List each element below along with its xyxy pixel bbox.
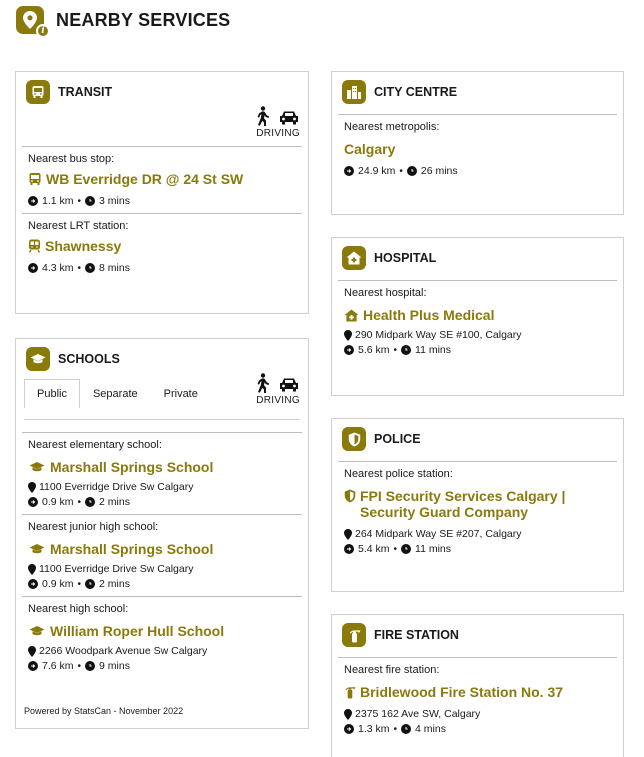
direction-icon (28, 497, 38, 507)
page-title: NEARBY SERVICES (56, 9, 231, 30)
direction-icon (344, 166, 354, 176)
map-marker-icon (344, 330, 352, 341)
shield-icon (344, 489, 356, 503)
distance-time (28, 262, 296, 274)
map-marker-icon (28, 564, 36, 575)
distance-time (344, 543, 611, 555)
section-label: Nearest police station: (344, 468, 453, 480)
clock-icon (407, 166, 417, 176)
direction-icon (28, 661, 38, 671)
lrt-station-link[interactable] (28, 238, 296, 254)
separator: • (393, 723, 398, 735)
section-label: Nearest fire station: (344, 664, 440, 676)
police-station-link[interactable] (344, 488, 611, 520)
travel-time: 2 mins (99, 496, 130, 508)
clock-icon (85, 579, 95, 589)
place-name[interactable]: Marshall Springs School (50, 459, 214, 475)
address-text: 2266 Woodpark Avenue Sw Calgary (39, 645, 208, 657)
address-text: 264 Midpark Way SE #207, Calgary (355, 528, 522, 540)
distance: 4.3 km (42, 262, 74, 274)
tab-private[interactable]: Private (163, 388, 198, 400)
separator: • (399, 165, 403, 177)
distance: 5.4 km (358, 543, 390, 555)
data-source-credit: Powered by StatsCan - November 2022 (24, 706, 184, 716)
tab-public[interactable]: Public (24, 379, 80, 408)
fire-station-card (331, 614, 624, 757)
address-text: 290 Midpark Way SE #100, Calgary (355, 329, 522, 341)
separator: • (393, 344, 398, 356)
card-title: FIRE STATION (374, 628, 459, 642)
card-title: SCHOOLS (58, 352, 120, 366)
travel-time: 9 mins (99, 660, 130, 672)
card-title: CITY CENTRE (374, 85, 458, 99)
clock-icon (85, 661, 95, 671)
section-label: Nearest LRT station: (28, 220, 129, 232)
map-marker-icon (344, 529, 352, 540)
distance-time (28, 496, 296, 508)
nearest-hospital (332, 281, 623, 362)
address-text: 2375 162 Ave SW, Calgary (355, 708, 481, 720)
bus-icon (26, 80, 50, 104)
info-icon[interactable]: i (36, 24, 50, 38)
schools-card (15, 338, 309, 729)
section-label: Nearest hospital: (344, 287, 427, 299)
place-name[interactable]: Calgary (344, 141, 396, 157)
transit-card (15, 71, 309, 314)
address-text: 1100 Everridge Drive Sw Calgary (39, 563, 194, 575)
location-pin-icon (16, 4, 46, 36)
address (28, 645, 296, 657)
bus-stop-link[interactable] (28, 171, 296, 187)
city-link[interactable] (344, 141, 611, 157)
place-name[interactable]: Bridlewood Fire Station No. 37 (360, 684, 564, 700)
clock-icon (85, 263, 95, 273)
place-name[interactable]: WB Everridge DR @ 24 St SW (46, 171, 244, 187)
direction-icon (28, 263, 38, 273)
section-label: Nearest metropolis: (344, 121, 440, 133)
walking-icon[interactable] (254, 373, 270, 393)
section-label: Nearest junior high school: (28, 521, 159, 533)
map-marker-icon (28, 482, 36, 493)
page-header (16, 4, 230, 36)
card-title: TRANSIT (58, 85, 113, 99)
fire-extinguisher-icon (342, 623, 366, 647)
travel-time: 3 mins (99, 195, 130, 207)
direction-icon (344, 345, 354, 355)
nearest-high-school (16, 597, 308, 678)
shield-icon (342, 427, 366, 451)
direction-icon (28, 196, 38, 206)
place-name[interactable]: Marshall Springs School (50, 541, 214, 557)
direction-icon (344, 724, 354, 734)
address (344, 708, 611, 720)
section-label: Nearest high school: (28, 603, 129, 615)
address-text: 1100 Everridge Drive Sw Calgary (39, 481, 194, 493)
clock-icon (401, 544, 411, 554)
clock-icon (401, 345, 411, 355)
school-link[interactable] (28, 623, 296, 639)
separator: • (77, 660, 82, 672)
distance-time (28, 660, 296, 672)
place-name[interactable]: William Roper Hull School (50, 623, 225, 639)
city-buildings-icon (342, 80, 366, 104)
place-name[interactable]: Health Plus Medical (363, 307, 495, 323)
hospital-link[interactable] (344, 307, 611, 323)
school-type-tabs (24, 379, 211, 408)
separator: • (77, 195, 82, 207)
travel-time: 8 mins (99, 262, 130, 274)
nearest-elementary-school (16, 433, 308, 514)
distance: 7.6 km (42, 660, 74, 672)
train-icon (28, 239, 41, 253)
travel-time: 26 mins (420, 165, 458, 177)
address (28, 481, 296, 493)
travel-mode-selector (254, 373, 300, 406)
distance-time (344, 165, 611, 177)
distance-time (28, 578, 296, 590)
hospital-icon (342, 246, 366, 270)
section-label: Nearest bus stop: (28, 153, 115, 165)
travel-mode-selector (254, 106, 300, 139)
address (344, 528, 611, 540)
address (28, 563, 296, 575)
mode-label: DRIVING (256, 395, 300, 406)
direction-icon (28, 579, 38, 589)
school-link[interactable] (28, 541, 296, 557)
car-icon[interactable] (278, 377, 300, 393)
address (344, 329, 611, 341)
graduation-cap-icon (28, 543, 46, 555)
travel-time: 2 mins (99, 578, 130, 590)
separator: • (77, 262, 82, 274)
travel-time: 4 mins (415, 723, 446, 735)
distance: 1.3 km (358, 723, 390, 735)
clock-icon (85, 497, 95, 507)
nearest-metropolis (332, 115, 623, 183)
mode-label: DRIVING (256, 128, 300, 139)
section-label: Nearest elementary school: (28, 439, 162, 451)
nearest-fire-station (332, 658, 623, 741)
distance-time (28, 195, 296, 207)
nearest-police-station (332, 462, 623, 561)
distance-time (344, 723, 611, 735)
distance: 0.9 km (42, 496, 74, 508)
walking-icon[interactable] (254, 106, 270, 126)
travel-time: 11 mins (415, 543, 452, 555)
card-title: HOSPITAL (374, 251, 437, 265)
distance: 0.9 km (42, 578, 74, 590)
school-link[interactable] (28, 459, 296, 475)
hospital-icon (344, 309, 359, 322)
fire-extinguisher-icon (344, 685, 356, 699)
separator: • (77, 496, 82, 508)
map-marker-icon (28, 646, 36, 657)
clock-icon (401, 724, 411, 734)
travel-time: 11 mins (415, 344, 452, 356)
card-title: POLICE (374, 432, 421, 446)
bus-icon (28, 172, 42, 186)
clock-icon (85, 196, 95, 206)
distance-time (344, 344, 611, 356)
separator: • (393, 543, 398, 555)
nearest-bus-stop (16, 147, 308, 213)
nearest-junior-high-school (16, 515, 308, 596)
car-icon[interactable] (278, 110, 300, 126)
distance: 24.9 km (358, 165, 396, 177)
graduation-cap-icon (28, 625, 46, 637)
hospital-card (331, 237, 624, 396)
city-centre-card (331, 71, 624, 215)
graduation-cap-icon (26, 347, 50, 371)
tab-separate[interactable]: Separate (92, 388, 138, 400)
map-marker-icon (344, 709, 352, 720)
place-name[interactable]: FPI Security Services Calgary | Security Guard Company (360, 488, 566, 520)
distance: 5.6 km (358, 344, 390, 356)
police-card (331, 418, 624, 592)
separator: • (77, 578, 82, 590)
nearest-lrt-station (16, 214, 308, 280)
fire-station-link[interactable] (344, 684, 611, 700)
direction-icon (344, 544, 354, 554)
distance: 1.1 km (42, 195, 74, 207)
place-name[interactable]: Shawnessy (45, 238, 122, 254)
graduation-cap-icon (28, 461, 46, 473)
